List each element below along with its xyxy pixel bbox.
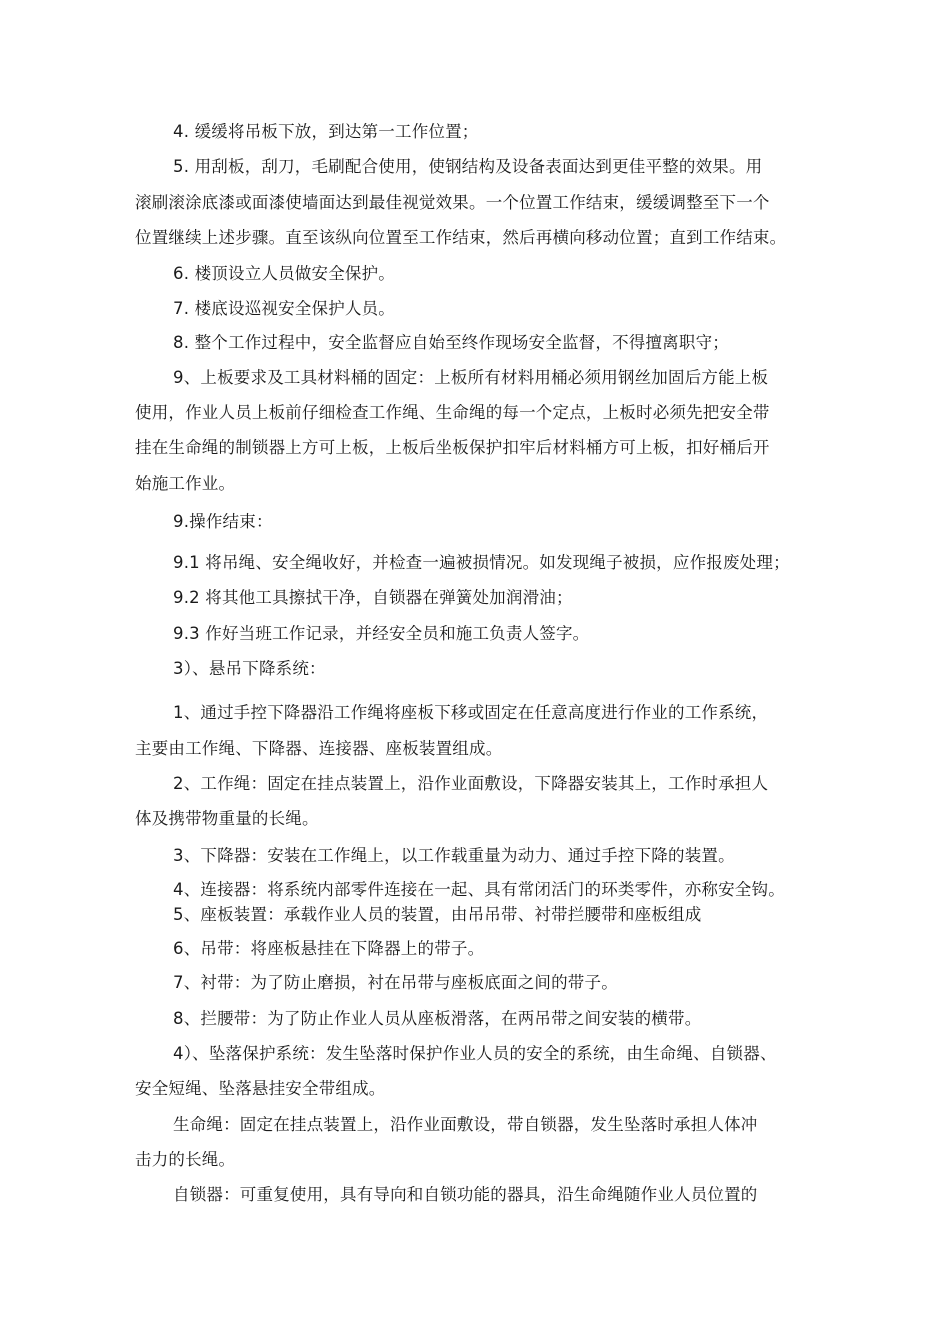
text-line: 4. 缓缓将吊板下放，到达第一工作位置；: [173, 122, 479, 141]
text-line: 击力的长绳。: [135, 1150, 236, 1169]
text-line: 1、通过手控下降器沿工作绳将座板下移或固定在任意高度进行作业的工作系统，: [173, 703, 769, 722]
text-line: 9.3 作好当班工作记录，并经安全员和施工负责人签字。: [173, 624, 590, 643]
text-line: 8. 整个工作过程中，安全监督应自始至终作现场安全监督，不得擅离职守；: [173, 333, 729, 352]
text-line: 主要由工作绳、下降器、连接器、座板装置组成。: [135, 739, 503, 758]
text-line: 位置继续上述步骤。直至该纵向位置至工作结束，然后再横向移动位置；直到工作结束。: [135, 228, 787, 247]
text-line: 8、拦腰带：为了防止作业人员从座板滑落，在两吊带之间安装的横带。: [173, 1009, 702, 1028]
text-line: 挂在生命绳的制锁器上方可上板，上板后坐板保护扣牢后材料桶方可上板，扣好桶后开: [135, 438, 770, 457]
text-line: 7、衬带：为了防止磨损，衬在吊带与座板底面之间的带子。: [173, 973, 618, 992]
text-line: 6、吊带：将座板悬挂在下降器上的带子。: [173, 939, 485, 958]
text-line: 5. 用刮板，刮刀，毛刷配合使用，使钢结构及设备表面达到更佳平整的效果。用: [173, 157, 763, 176]
text-line: 9.操作结束：: [173, 512, 273, 531]
text-line: 始施工作业。: [135, 474, 236, 493]
text-line: 2、工作绳：固定在挂点装置上，沿作业面敷设，下降器安装其上，工作时承担人: [173, 774, 769, 793]
text-line: 7. 楼底设巡视安全保护人员。: [173, 299, 395, 318]
text-line: 体及携带物重量的长绳。: [135, 809, 319, 828]
text-line: 生命绳：固定在挂点装置上，沿作业面敷设，带自锁器，发生坠落时承担人体冲: [173, 1115, 758, 1134]
text-line: 滚刷滚涂底漆或面漆使墙面达到最佳视觉效果。一个位置工作结束，缓缓调整至下一个: [135, 193, 770, 212]
text-line: 5、座板装置：承载作业人员的装置，由吊吊带、衬带拦腰带和座板组成: [173, 905, 702, 924]
text-line: 4、连接器：将系统内部零件连接在一起、具有常闭活门的环类零件，亦称安全钩。: [173, 880, 785, 899]
text-line: 3、下降器：安装在工作绳上，以工作载重量为动力、通过手控下降的装置。: [173, 846, 735, 865]
text-line: 6. 楼顶设立人员做安全保护。: [173, 264, 395, 283]
text-line: 4）、坠落保护系统：发生坠落时保护作业人员的安全的系统，由生命绳、自锁器、: [173, 1044, 777, 1063]
text-line: 9.1 将吊绳、安全绳收好，并检查一遍被损情况。如发现绳子被损，应作报废处理；: [173, 553, 790, 572]
text-line: 9、上板要求及工具材料桶的固定：上板所有材料用桶必须用钢丝加固后方能上板: [173, 368, 769, 387]
text-line: 自锁器：可重复使用，具有导向和自锁功能的器具，沿生命绳随作业人员位置的: [173, 1185, 758, 1204]
text-line: 使用，作业人员上板前仔细检查工作绳、生命绳的每一个定点，上板时必须先把安全带: [135, 403, 770, 422]
text-line: 安全短绳、坠落悬挂安全带组成。: [135, 1079, 386, 1098]
text-line: 9.2 将其他工具擦拭干净，自锁器在弹簧处加润滑油；: [173, 588, 573, 607]
text-line: 3）、悬吊下降系统：: [173, 659, 326, 678]
